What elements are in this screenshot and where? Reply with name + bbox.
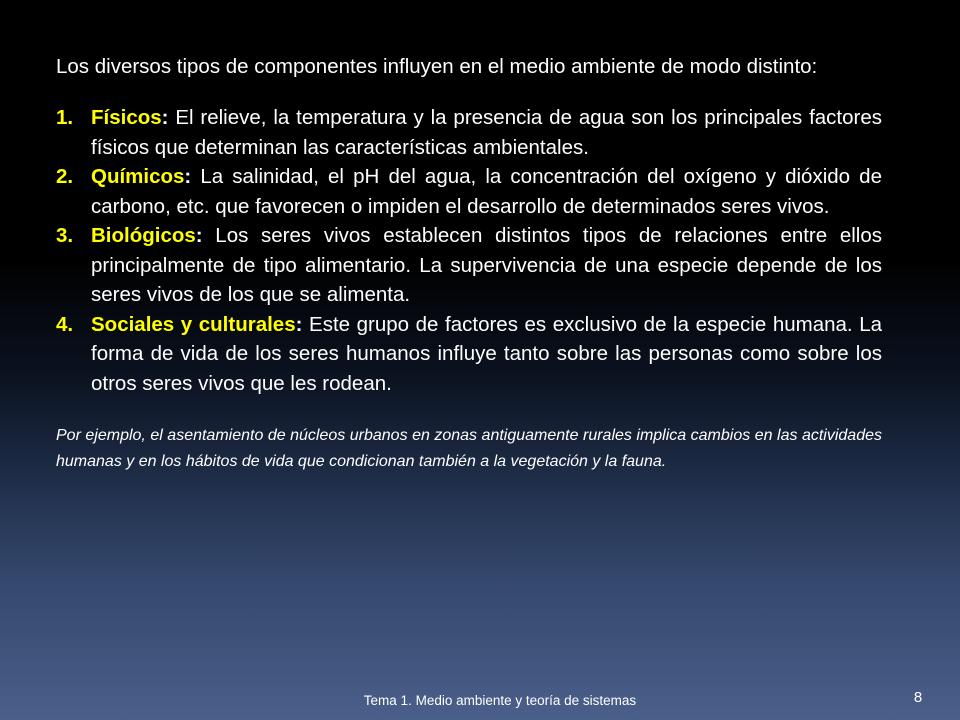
- factor-term: Físicos: [91, 106, 162, 129]
- factor-description: El relieve, la temperatura y la presencia de agua son los principales factores físicos que determinan las características ambientales.: [91, 106, 882, 159]
- footer-title: Tema 1. Medio ambiente y teoría de sistemas: [363, 693, 637, 708]
- factor-number: 2.: [56, 165, 74, 188]
- factor-item-fisicos: [56, 103, 882, 162]
- factor-item-biologicos: [56, 221, 882, 310]
- factor-number: 3.: [56, 224, 74, 247]
- factor-description: Los seres vivos establecen distintos tipos de relaciones entre ellos principalmente de tipo alimentario. La supervivencia de una especie depende de los seres vivos de los que se alimenta.: [91, 224, 882, 306]
- example-paragraph: Por ejemplo, el asentamiento de núcleos urbanos en zonas antiguamente rurales implica cambios en las actividades humanas y en los hábitos de vida que condicionan también a la vegetación y la fauna.: [56, 427, 882, 470]
- intro-paragraph: Los diversos tipos de componentes influyen en el medio ambiente de modo distinto:: [56, 55, 818, 78]
- slide-content: [56, 52, 882, 475]
- factor-colon: :: [295, 312, 303, 336]
- factor-description: La salinidad, el pH del agua, la concentración del oxígeno y dióxido de carbono, etc. que favorecen o impiden el desarrollo de determinados seres vivos.: [91, 165, 882, 218]
- factor-term: Sociales y culturales: [91, 312, 296, 336]
- factor-colon: :: [195, 224, 203, 247]
- factor-item-quimicos: [56, 162, 882, 221]
- factor-term: Biológicos: [91, 224, 196, 247]
- factor-description: Este grupo de factores es exclusivo de la especie humana. La forma de vida de los seres humanos influye tanto sobre las personas como sobre los otros seres vivos que les rodean.: [91, 312, 882, 395]
- factor-colon: :: [161, 106, 169, 129]
- factor-list: [56, 103, 882, 398]
- page-number: 8: [913, 689, 923, 706]
- factor-term: Químicos: [91, 165, 185, 188]
- factor-number: 4.: [56, 312, 74, 336]
- factor-colon: :: [184, 165, 192, 188]
- factor-number: 1.: [56, 106, 74, 129]
- factor-item-sociales: [56, 310, 882, 399]
